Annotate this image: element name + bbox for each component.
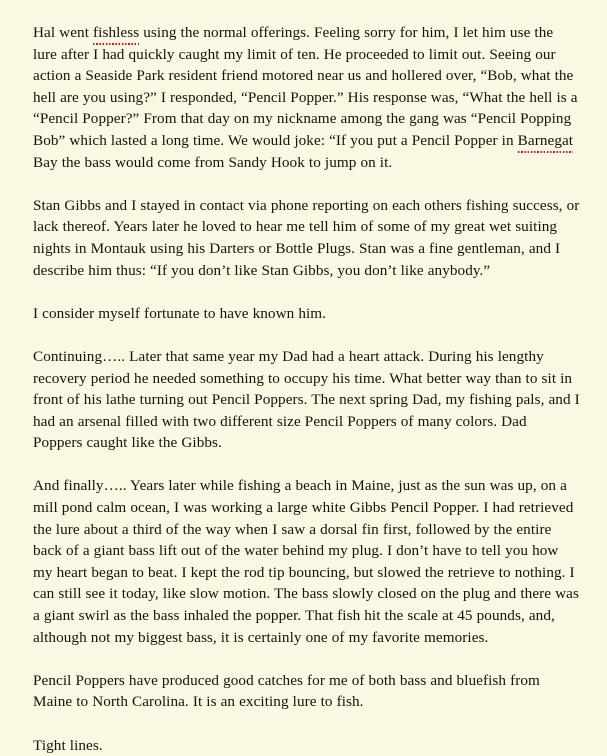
paragraph-p4	[33, 346, 580, 454]
paragraph-p1	[33, 22, 580, 173]
misspelled-word[interactable]: Barnegat	[518, 130, 573, 152]
text-run: Stan Gibbs and I stayed in contact via phone reporting on each others fishing success, or lack thereof. Years later he loved to hear me tell him of some of my great wet suiting nights in Montauk using his Darters or Bottle Plugs. Stan was a fine gentleman, and I describe him thus: “If you don’t like Stan Gibbs, you don’t like anybody.”	[33, 196, 580, 279]
text-run: Hal went	[33, 24, 94, 41]
misspelled-word[interactable]: fishless	[93, 22, 139, 44]
text-run: And finally….. Years later while fishing a beach in Maine, just as the sun was up, on a mill pond calm ocean, I was working a large white Gibbs Pencil Popper. I had retrieved the lure about a third of the way when I saw a dorsal fin first, followed by the entire back of a giant bass lift out of the water behind my plug. I don’t have to tell you how my heart began to beat. I kept the rod tip bouncing, but slowed the retrieve to nothing. I can still see it today, like slow motion. The bass slowly closed on the plug and there was a giant swirl as the bass inhaled the popper. That fish hit the scale at 45 pounds, and, although not my biggest bass, it is certainly one of my favorite memories.	[33, 477, 579, 646]
paragraph-p3	[33, 303, 580, 325]
paragraph-p7	[33, 735, 580, 756]
text-run: Continuing….. Later that same year my Dad had a heart attack. During his lengthy recovery period he needed something to occupy his time. What better way than to sit in front of his lathe turning out Pencil Poppers. The next spring Dad, my fishing pals, and I had an arsenal filled with two different size Pencil Poppers of many colors. Dad Poppers caught like the Gibbs.	[33, 347, 580, 452]
text-run: Bay the bass would come from Sandy Hook to jump on it.	[33, 153, 393, 171]
paragraph-p6	[33, 670, 580, 713]
paragraph-p2	[33, 195, 580, 281]
text-run: Pencil Poppers have produced good catches for me of both bass and bluefish from Maine to North Carolina. It is an exciting lure to fish.	[33, 671, 540, 711]
paragraph-p5	[33, 475, 580, 648]
document-body	[33, 22, 580, 756]
text-run: I consider myself fortunate to have known him.	[33, 304, 327, 322]
text-run: Tight lines.	[33, 736, 103, 754]
text-run: using the normal offerings. Feeling sorry for him, I let him use the lure after I had quickly caught my limit of ten. He proceeded to limit out. Seeing our action a Seaside Park resident friend motored near us and hollered over, “Bob, what the hell are you using?” I responded, “Pencil Popper.” His response was, “What the hell is a “Pencil Popper?” From that day on my nickname among the gang was “Pencil Popping Bob” which lasted a long time. We would joke: “If you put a Pencil Popper in	[33, 24, 578, 149]
